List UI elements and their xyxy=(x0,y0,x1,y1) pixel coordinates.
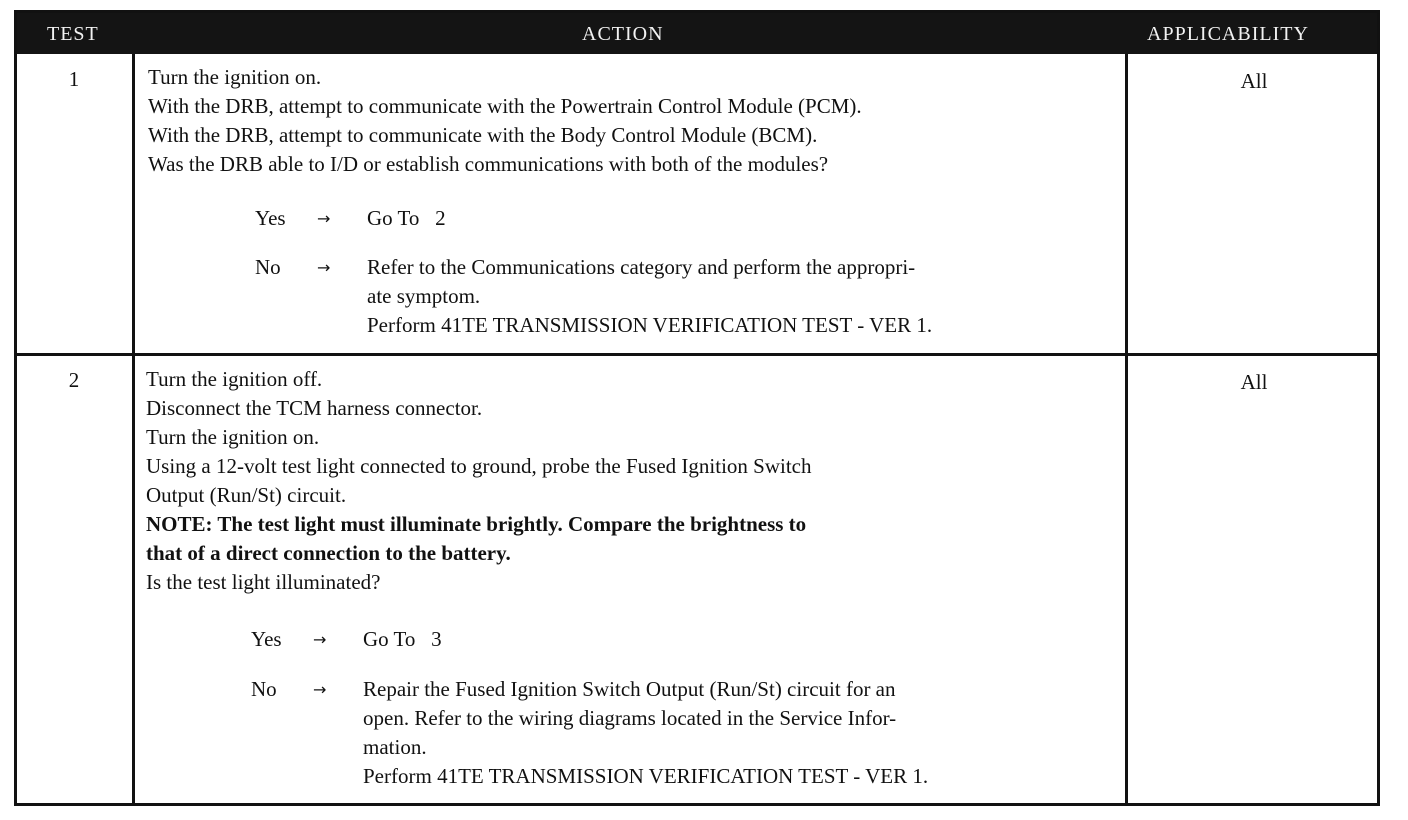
row-2-yes-action: Go To 3 xyxy=(363,627,442,651)
header-action: ACTION xyxy=(582,23,664,45)
row-2-step: Turn the ignition on. xyxy=(146,425,320,449)
row-1-step: Was the DRB able to I/D or establish communications with both of the modules? xyxy=(148,152,829,176)
row-2-note: NOTE: The test light must illuminate brightly. Compare the brightness to xyxy=(146,512,807,536)
row-2-step: Turn the ignition off. xyxy=(146,367,323,391)
row-2-no-line: mation. xyxy=(363,735,427,759)
row-1-no-line: Perform 41TE TRANSMISSION VERIFICATION TEST - VER 1. xyxy=(367,313,933,337)
row-1-step: Turn the ignition on. xyxy=(148,65,322,89)
arrow-right-icon: → xyxy=(313,630,327,649)
row-2-no-line: open. Refer to the wiring diagrams located in the Service Infor- xyxy=(363,706,897,730)
column-divider-test xyxy=(132,54,135,806)
row-1-no-label: No xyxy=(255,255,281,279)
row-2-no-label: No xyxy=(251,677,277,701)
row-1-applicability: All xyxy=(1240,69,1268,93)
row-1-no-line: Refer to the Communications category and perform the appropri- xyxy=(367,255,916,279)
diagnostic-test-table xyxy=(14,10,1380,806)
row-1-no-line: ate symptom. xyxy=(367,284,481,308)
row-2-no-action xyxy=(363,675,928,791)
arrow-right-icon: → xyxy=(313,680,327,699)
row-2-no-line: Perform 41TE TRANSMISSION VERIFICATION TEST - VER 1. xyxy=(363,764,929,788)
row-1-step: With the DRB, attempt to communicate with the Body Control Module (BCM). xyxy=(148,123,818,147)
header-applicability: APPLICABILITY xyxy=(1147,23,1309,45)
row-2-question: Is the test light illuminated? xyxy=(146,570,381,594)
arrow-right-icon: → xyxy=(317,258,331,277)
row-2-step: Using a 12-volt test light connected to ground, probe the Fused Ignition Switch xyxy=(146,454,812,478)
header-test: TEST xyxy=(47,23,99,45)
row-1-no-action xyxy=(367,253,932,340)
row-1-action-steps xyxy=(148,63,862,179)
row-divider xyxy=(17,353,1377,356)
row-2-step: Disconnect the TCM harness connector. xyxy=(146,396,483,420)
row-1-yes-action: Go To 2 xyxy=(367,206,446,230)
row-2-note: that of a direct connection to the battery. xyxy=(146,541,511,565)
row-2-test-number: 2 xyxy=(68,368,80,392)
column-divider-applicability xyxy=(1125,54,1128,806)
row-2-yes-label: Yes xyxy=(251,627,282,651)
row-2-step: Output (Run/St) circuit. xyxy=(146,483,347,507)
table-header xyxy=(17,13,1377,54)
row-1-yes-label: Yes xyxy=(255,206,286,230)
row-2-action-steps xyxy=(146,365,812,597)
arrow-right-icon: → xyxy=(317,209,331,228)
row-2-no-line: Repair the Fused Ignition Switch Output (Run/St) circuit for an xyxy=(363,677,896,701)
row-1-step: With the DRB, attempt to communicate with the Powertrain Control Module (PCM). xyxy=(148,94,862,118)
row-1-test-number: 1 xyxy=(68,67,80,91)
row-2-applicability: All xyxy=(1240,370,1268,394)
